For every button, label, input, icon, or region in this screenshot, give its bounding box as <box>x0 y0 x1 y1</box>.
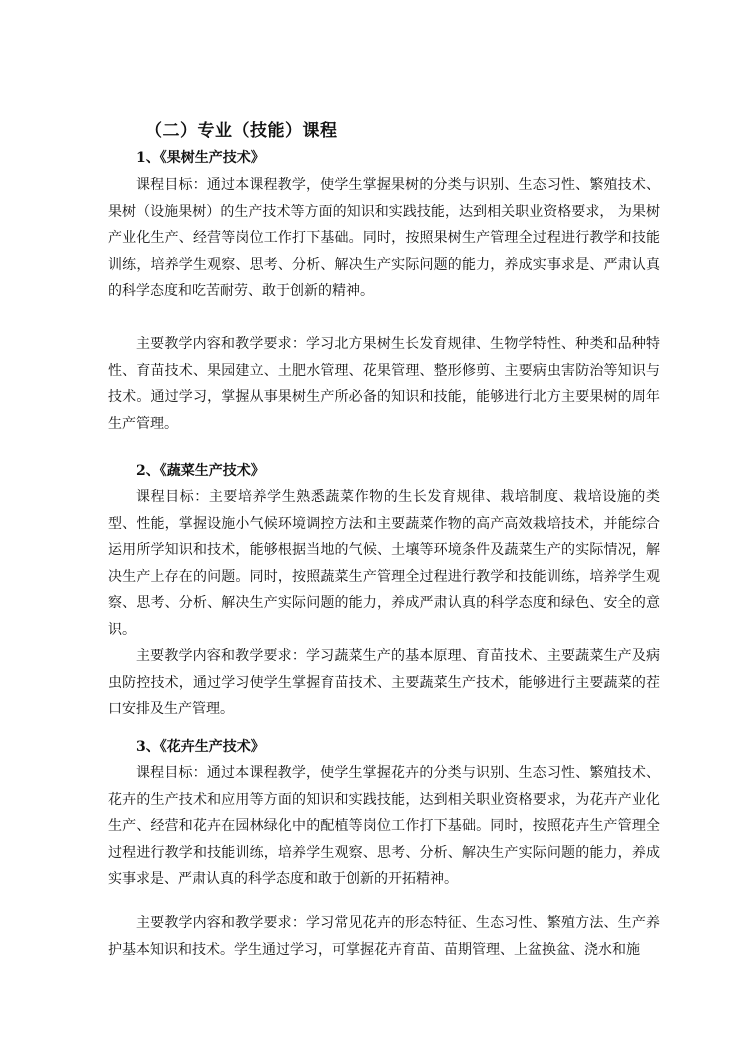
course-title-vegetables: 2、《蔬菜生产技术》 <box>136 463 265 479</box>
course-content-flowers: 主要教学内容和教学要求：学习常见花卉的形态特征、生态习性、繁殖方法、生产养护基本知识和技术。学生通过学习，可掌握花卉育苗、苗期管理、上盆换盆、浇水和施 <box>108 915 660 958</box>
section-heading: （二）专业（技能）课程 <box>145 121 338 141</box>
course-content-fruit-trees: 主要教学内容和教学要求：学习北方果树生长发育规律、生物学特性、种类和品种特性、育苗技术、果园建立、土肥水管理、花果管理、整形修剪、主要病虫害防治等知识与技术。通过学习，掌握从事果树生产所必备的知识和技能，能够进行北方主要果树的周年生产管理。 <box>108 336 660 432</box>
course-goal-fruit-trees: 课程目标：通过本课程教学，使学生掌握果树的分类与识别、生态习性、繁殖技术、果树（设施果树）的生产技术等方面的知识和实践技能，达到相关职业资格要求， 为果树产业化生产、经营等岗位工作打下基础。同时，按照果树生产管理全过程进行教学和技能训练，培养学生观察、思考、分析、解决生产实际问题的能力，养成实事求是、严肃认真的科学态度和吃苦耐劳、敢于创新的精神。 <box>108 177 660 299</box>
course-content-vegetables: 主要教学内容和教学要求：学习蔬菜生产的基本原理、育苗技术、主要蔬菜生产及病虫防控技术，通过学习使学生掌握育苗技术、主要蔬菜生产技术，能够进行主要蔬菜的茬口安排及生产管理。 <box>108 648 660 717</box>
course-title-fruit-trees: 1、《果树生产技术》 <box>136 150 265 166</box>
course-goal-flowers: 课程目标：通过本课程教学，使学生掌握花卉的分类与识别、生态习性、繁殖技术、花卉的生产技术和应用等方面的知识和实践技能，达到相关职业资格要求，为花卉产业化生产、经营和花卉在园林绿化中的配植等岗位工作打下基础。同时，按照花卉生产管理全过程进行教学和技能训练，培养学生观察、思考、分析、解决生产实际问题的能力，养成实事求是、严肃认真的科学态度和敢于创新的开拓精神。 <box>108 765 660 887</box>
course-goal-vegetables: 课程目标：主要培养学生熟悉蔬菜作物的生长发育规律、栽培制度、栽培设施的类型、性能，掌握设施小气候环境调控方法和主要蔬菜作物的高产高效栽培技术，并能综合运用所学知识和技术，能够根据当地的气候、土壤等环境条件及蔬菜生产的实际情况，解决生产上存在的问题。同时，按照蔬菜生产管理全过程进行教学和技能训练，培养学生观察、思考、分析、解决生产实际问题的能力，养成严肃认真的科学态度和绿色、安全的意识。 <box>108 489 660 638</box>
course-title-flowers: 3、《花卉生产技术》 <box>136 739 265 755</box>
